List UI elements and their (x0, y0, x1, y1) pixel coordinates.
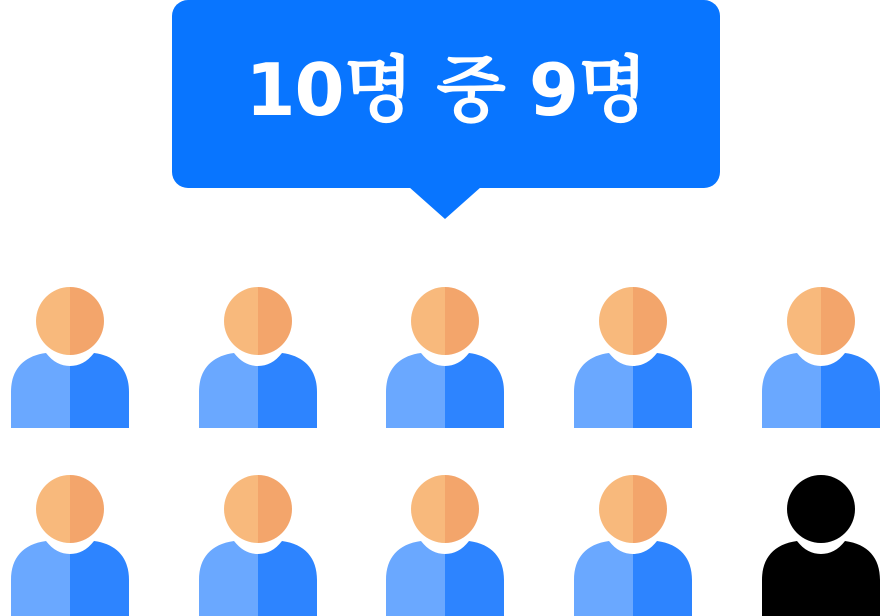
headline-text: 10명 중 9명 (245, 48, 647, 132)
person-icon-10 (762, 474, 880, 616)
person-icon-3 (386, 286, 504, 428)
person-icon-7 (199, 474, 317, 616)
person-icon-6 (11, 474, 129, 616)
person-icon-9 (574, 474, 692, 616)
person-icon-5 (762, 286, 880, 428)
person-icon-2 (199, 286, 317, 428)
person-icon-1 (11, 286, 129, 428)
person-icon-4 (574, 286, 692, 428)
person-icon-8 (386, 474, 504, 616)
